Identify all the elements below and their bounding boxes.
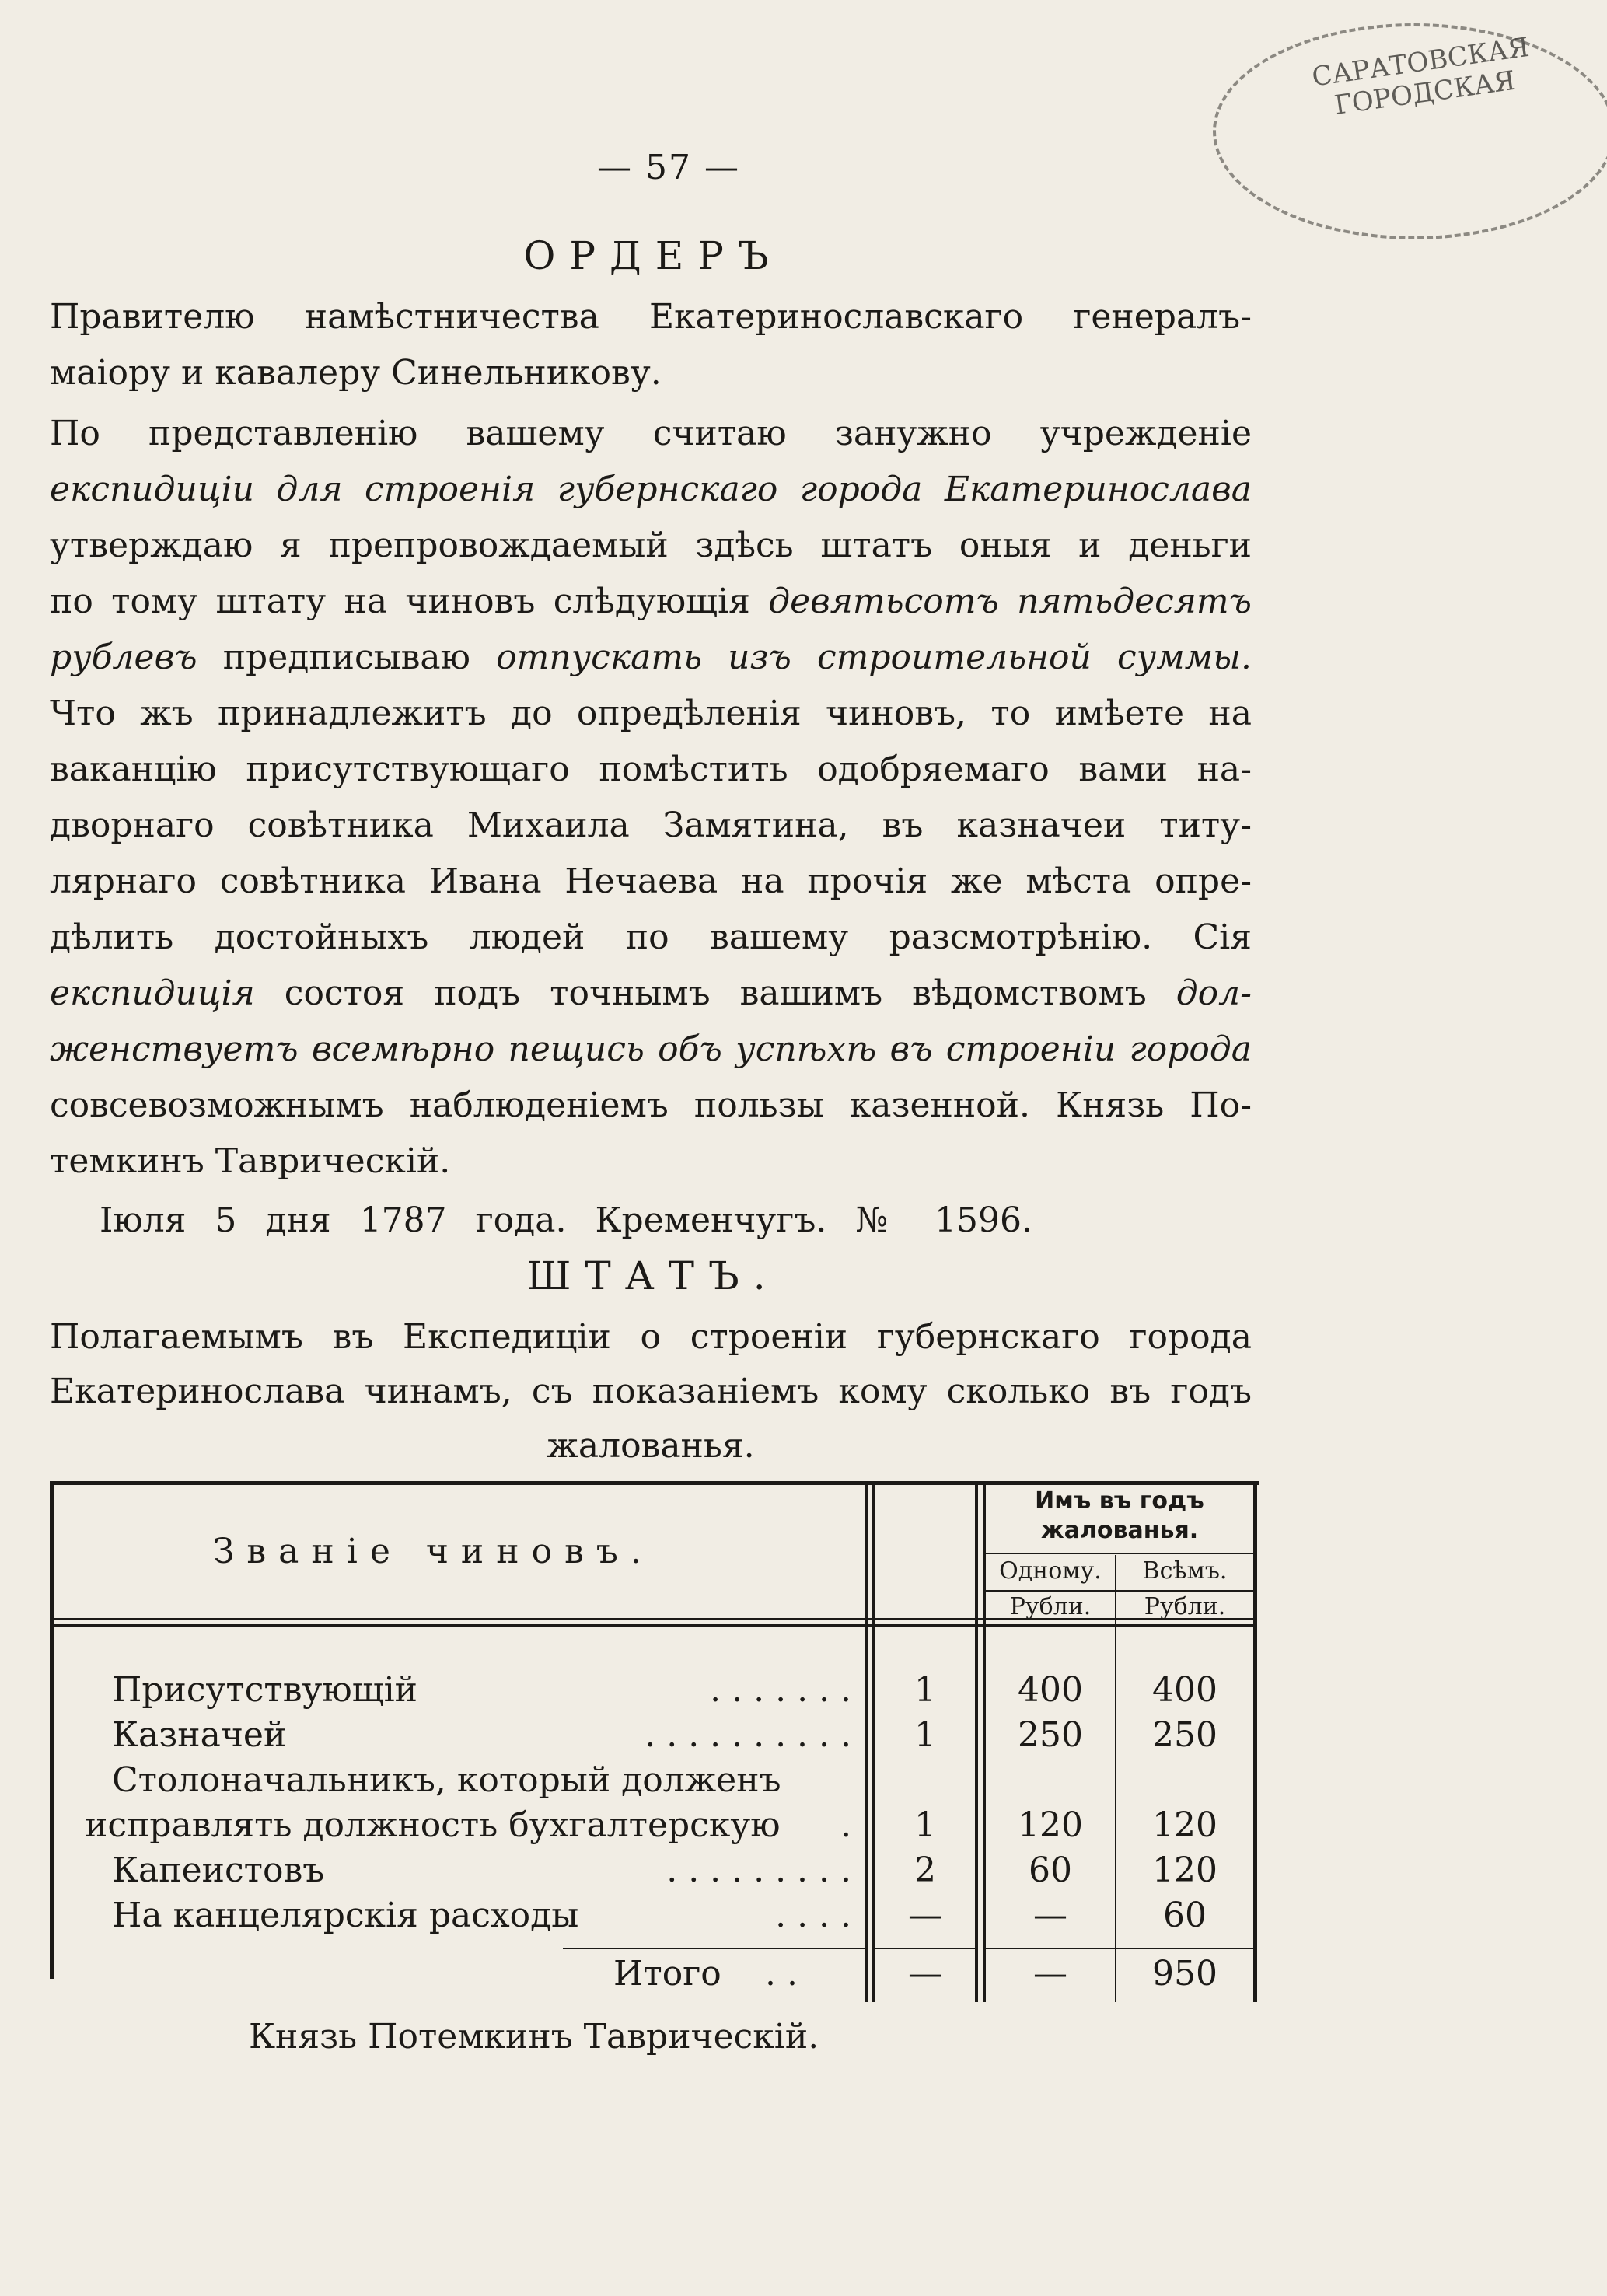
body-line [50, 802, 1252, 849]
salary-total: 400 [1152, 1670, 1217, 1710]
rank-name: исправлять должность бухгалтерскую [85, 1805, 781, 1845]
body-line [50, 690, 1252, 737]
staff-count: 1 [914, 1805, 936, 1845]
leader-dots: . [840, 1805, 851, 1845]
salary-header-line-1: Имъ въ годъ [1035, 1487, 1204, 1515]
body-text-segment: дол- [1176, 973, 1252, 1013]
rank-name: На канцелярскія расходы [112, 1896, 579, 1935]
per-person-unit: Рубли. [1009, 1593, 1092, 1620]
library-stamp-text: САРАТОВСКАЯ ГОРОДСКАЯ [1310, 31, 1532, 121]
body-line [50, 1138, 1252, 1185]
leader-dots: . . . . . . . . . [666, 1850, 851, 1890]
body-text-segment: отпускать изъ строительной суммы. [496, 638, 1252, 677]
salary-total: 250 [1152, 1715, 1217, 1755]
staff-count: — [908, 1896, 942, 1935]
body-line [50, 858, 1252, 905]
page-number: — 57 — [597, 148, 740, 187]
rank-name: Казначей [112, 1715, 287, 1755]
rank-name: Присутствующій [112, 1670, 417, 1710]
body-line [50, 970, 1252, 1017]
body-line [50, 1082, 1252, 1129]
salary-total: 60 [1163, 1896, 1207, 1935]
rank-name: Капеистовъ [112, 1850, 325, 1890]
body-line [50, 746, 1252, 793]
body-text-segment: темкинъ Таврическій. [50, 1141, 451, 1181]
body-line [50, 411, 1252, 457]
total-column-header: Всѣмъ. [1142, 1557, 1228, 1585]
date-line: Іюля 5 дня 1787 года. Кременчугъ. № 1596. [100, 1200, 1032, 1240]
salary-total: 120 [1152, 1850, 1217, 1890]
body-text-segment: состоя подъ точнымъ вашимъ вѣдомствомъ [254, 973, 1176, 1013]
total-unit: Рубли. [1144, 1593, 1226, 1620]
salary-per-person: — [1033, 1896, 1067, 1935]
body-text-segment: рублевъ [50, 638, 197, 677]
signature: Князь Потемкинъ Таврическій. [249, 2017, 819, 2057]
rank-name: Столоначальникъ, который долженъ [112, 1760, 781, 1800]
rank-column-header: Званіе чиновъ. [213, 1532, 654, 1571]
body-text-segment: По представленію вашему считаю занужно учрежденіе [50, 414, 1252, 453]
salary-per-person: 60 [1029, 1850, 1072, 1890]
leader-dots: . . . . . . . . . . [645, 1715, 851, 1755]
salary-total: 120 [1152, 1805, 1217, 1845]
staff-description-line-3: жалованья. [547, 1426, 755, 1466]
total-per-person: — [1033, 1954, 1067, 1994]
staff-description-line-2: Екатеринослава чинамъ, съ показаніемъ кому сколько въ годъ [50, 1372, 1252, 1411]
body-line [50, 1026, 1252, 1073]
body-line [50, 578, 1252, 625]
salary-per-person: 400 [1018, 1670, 1083, 1710]
staff-table [50, 1481, 1259, 2002]
total-count: — [908, 1954, 942, 1994]
staff-count: 2 [914, 1850, 936, 1890]
total-dots: . . [765, 1954, 798, 1994]
body-text-segment: женствуетъ всемѣрно пещись объ успѣхѣ въ строеніи города [50, 1029, 1252, 1069]
body-text-segment: совсевозможнымъ наблюденіемъ пользы казенной. Князь По- [50, 1085, 1252, 1125]
staff-count: 1 [914, 1715, 936, 1755]
staff-count: 1 [914, 1670, 936, 1710]
body-line [50, 634, 1252, 681]
body-line [50, 522, 1252, 569]
total-sum: 950 [1152, 1954, 1217, 1994]
salary-per-person: 120 [1018, 1805, 1083, 1845]
staff-description-line-1: Полагаемымъ въ Експедиціи о строеніи губернскаго города [50, 1317, 1252, 1357]
body-text-segment: Что жъ принадлежитъ до опредѣленія чиновъ, то имѣете на [50, 694, 1252, 733]
body-text-segment: по тому штату на чиновъ слѣдующія [50, 582, 769, 621]
address-line-1: Правителю намѣстничества Екатеринославскаго генералъ- [50, 297, 1252, 337]
salary-per-person: 250 [1018, 1715, 1083, 1755]
body-text-segment: експидиція [50, 973, 255, 1013]
body-text-segment: експидиціи для строенія губернскаго города Екатеринослава [50, 470, 1252, 509]
body-line [50, 467, 1252, 513]
address-line-2: маіору и кавалеру Синельникову. [50, 353, 662, 393]
per-person-column-header: Одному. [999, 1557, 1102, 1585]
staff-title: ШТАТЪ. [526, 1253, 780, 1298]
total-label: Итого [613, 1954, 721, 1994]
body-text-segment: девятьсотъ пятьдесятъ [768, 582, 1252, 621]
body-text-segment: дѣлить достойныхъ людей по вашему разсмотрѣнію. Сія [50, 917, 1252, 957]
body-line [50, 914, 1252, 961]
leader-dots: . . . . . . . [710, 1670, 851, 1710]
body-text-segment: дворнаго совѣтника Михаила Замятина, въ казначеи титу- [50, 806, 1252, 845]
leader-dots: . . . . [775, 1896, 851, 1935]
body-text-segment: лярнаго совѣтника Ивана Нечаева на прочія же мѣста опре- [50, 861, 1252, 901]
body-text-segment: утверждаю я препровождаемый здѣсь штатъ оныя и деньги [50, 526, 1252, 565]
order-title: ОРДЕРЪ [523, 233, 783, 278]
body-text-segment: предписываю [197, 638, 497, 677]
body-text-segment: ваканцію присутствующаго помѣстить одобряемаго вами на- [50, 750, 1252, 789]
salary-header-line-2: жалованья. [1040, 1517, 1199, 1544]
